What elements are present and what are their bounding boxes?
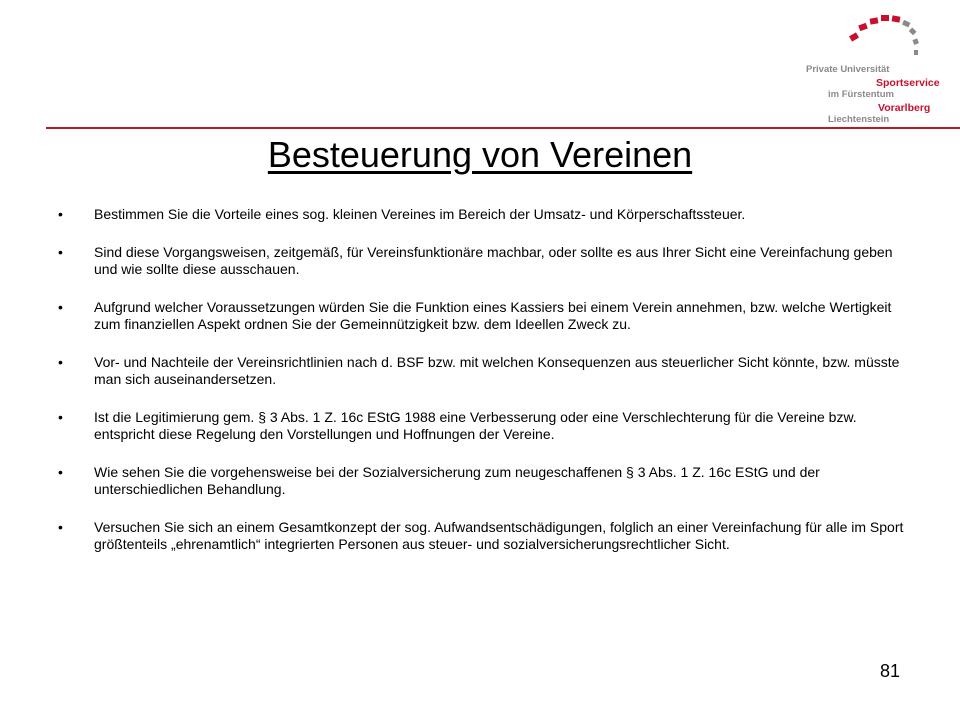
bullet-dot: • — [58, 206, 63, 222]
bullet-item — [58, 354, 918, 388]
bullet-item — [58, 519, 918, 553]
bullet-dot: • — [58, 354, 63, 370]
logo-line-5: Liechtenstein — [828, 114, 890, 125]
logo-line-1: Private Universität — [806, 64, 890, 75]
logo-text — [806, 64, 940, 127]
slide-title: Besteuerung von Vereinen — [267, 134, 693, 175]
logo-ring-icon — [840, 8, 930, 66]
bullet-text: Sind diese Vorgangsweisen, zeitgemäß, für Vereinsfunktionäre machbar, oder sollte es aus Ihrer Sicht eine Vereinfachung geben und wie sollte diese ausschauen. — [94, 244, 893, 277]
bullet-dot: • — [58, 299, 63, 315]
bullet-item — [58, 206, 918, 223]
bullet-dot: • — [58, 409, 63, 425]
bullet-text: Vor- und Nachteile der Vereinsrichtlinien nach d. BSF bzw. mit welchen Konsequenzen aus steuerlicher Sicht könnte, bzw. müsste man sich auseinandersetzen. — [94, 354, 900, 387]
bullet-text: Wie sehen Sie die vorgehensweise bei der Sozialversicherung zum neugeschaffenen § 3 Abs. 1 Z. 16c EStG und der unterschiedlichen Behandlung. — [94, 464, 820, 497]
bullet-text: Aufgrund welcher Voraussetzungen würden Sie die Funktion eines Kassiers bei einem Verein annehmen, bzw. welche Wertigkeit zum finanziellen Aspekt ordnen Sie der Gemeinnützigkeit bzw. dem Ideellen Zweck zu. — [94, 299, 892, 332]
logo-line-2: Sportservice — [876, 76, 940, 89]
university-logo — [796, 8, 946, 126]
bullet-text: Bestimmen Sie die Vorteile eines sog. kleinen Vereines im Bereich der Umsatz- und Körperschaftssteuer. — [94, 206, 746, 222]
bullet-item — [58, 244, 918, 278]
bullet-text: Versuchen Sie sich an einem Gesamtkonzept der sog. Aufwandsentschädigungen, folglich an einer Vereinfachung für alle im Sport größtenteils „ehrenamtlich“ integrierten Personen aus steuer- und sozialversicherungsrechtlicher Sicht. — [94, 519, 904, 552]
bullet-dot: • — [58, 464, 63, 480]
bullet-dot: • — [58, 244, 63, 260]
page-number: 81 — [880, 661, 901, 681]
logo-line-4: Vorarlberg — [878, 101, 931, 114]
bullet-dot: • — [58, 519, 63, 535]
bullet-item — [58, 299, 918, 333]
bullet-item — [58, 409, 918, 443]
bullet-list — [58, 206, 918, 574]
bullet-item — [58, 464, 918, 498]
bullet-text: Ist die Legitimierung gem. § 3 Abs. 1 Z. 16c EStG 1988 eine Verbesserung oder eine Verschlechterung für die Vereine bzw. entspricht diese Regelung den Vorstellungen und Hoffnungen der Vereine. — [94, 409, 857, 442]
logo-line-3: im Fürstentum — [828, 89, 894, 100]
header-rule — [46, 127, 960, 129]
